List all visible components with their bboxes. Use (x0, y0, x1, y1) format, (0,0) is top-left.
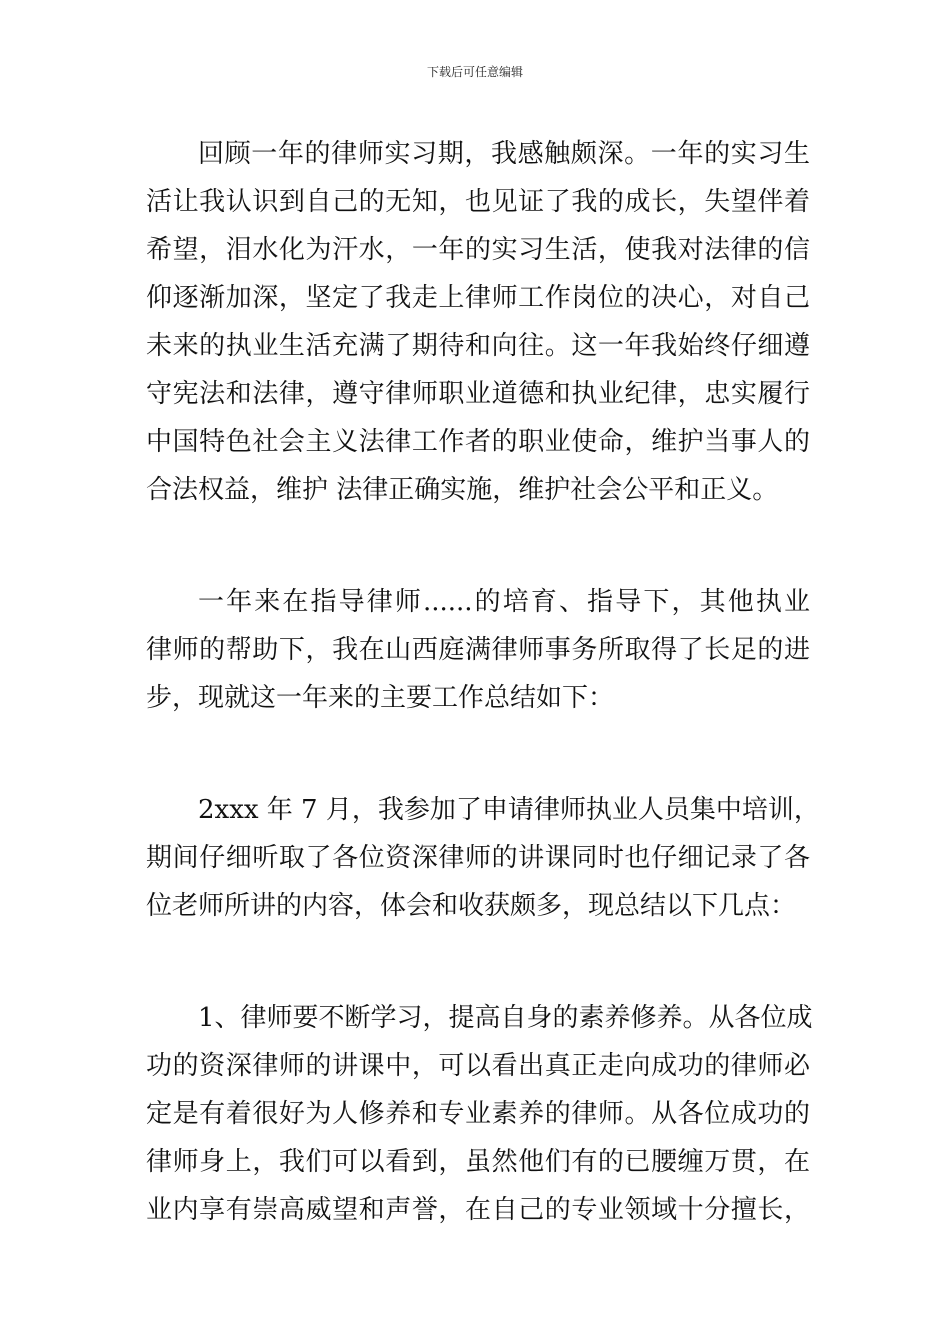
paragraph-3 (146, 786, 820, 930)
paragraph-line: 未来的执业生活充满了期待和向往。这一年我始终仔细遵 (146, 331, 810, 361)
paragraph-line: 合法权益，维护 法律正确实施，维护社会公平和正义。 (146, 475, 779, 505)
paragraph-line: 2xxx 年 7 月，我参加了申请律师执业人员集中培训， (198, 795, 820, 825)
paragraph-line: 律师的帮助下，我在山西庭满律师事务所取得了长足的进 (146, 635, 810, 665)
paragraph-line: 回顾一年的律师实习期，我感触颇深。一年的实习生 (198, 139, 810, 169)
paragraph-line: 守宪法和法律，遵守律师职业道德和执业纪律，忠实履行 (146, 379, 810, 409)
paragraph-2 (146, 578, 810, 722)
header-note: 下载后可任意编辑 (426, 65, 523, 79)
paragraph-line: 中国特色社会主义法律工作者的职业使命，维护当事人的 (146, 427, 810, 457)
paragraph-line: 期间仔细听取了各位资深律师的讲课同时也仔细记录了各 (146, 843, 810, 873)
paragraph-line: 业内享有崇高威望和声誉，在自己的专业领域十分擅长， (146, 1195, 810, 1225)
paragraph-line: 希望，泪水化为汗水，一年的实习生活，使我对法律的信 (146, 235, 810, 265)
paragraph-line: 功的资深律师的讲课中，可以看出真正走向成功的律师必 (146, 1051, 810, 1081)
paragraph-line: 位老师所讲的内容，体会和收获颇多，现总结以下几点： (146, 891, 797, 921)
paragraph-line: 步，现就这一年来的主要工作总结如下： (146, 683, 615, 713)
paragraph-line: 定是有着很好为人修养和专业素养的律师。从各位成功的 (146, 1099, 810, 1129)
paragraph-line: 一年来在指导律师......的培育、指导下，其他执业 (198, 587, 810, 617)
paragraph-1 (146, 130, 810, 514)
paragraph-line: 仰逐渐加深，坚定了我走上律师工作岗位的决心，对自己 (146, 283, 810, 313)
paragraph-line: 律师身上，我们可以看到，虽然他们有的已腰缠万贯，在 (146, 1147, 810, 1177)
paragraph-line: 活让我认识到自己的无知，也见证了我的成长，失望伴着 (146, 187, 810, 217)
paragraph-4 (146, 994, 813, 1234)
paragraph-line: 1、律师要不断学习，提高自身的素养修养。从各位成 (198, 1003, 813, 1033)
document-body (146, 130, 820, 1298)
